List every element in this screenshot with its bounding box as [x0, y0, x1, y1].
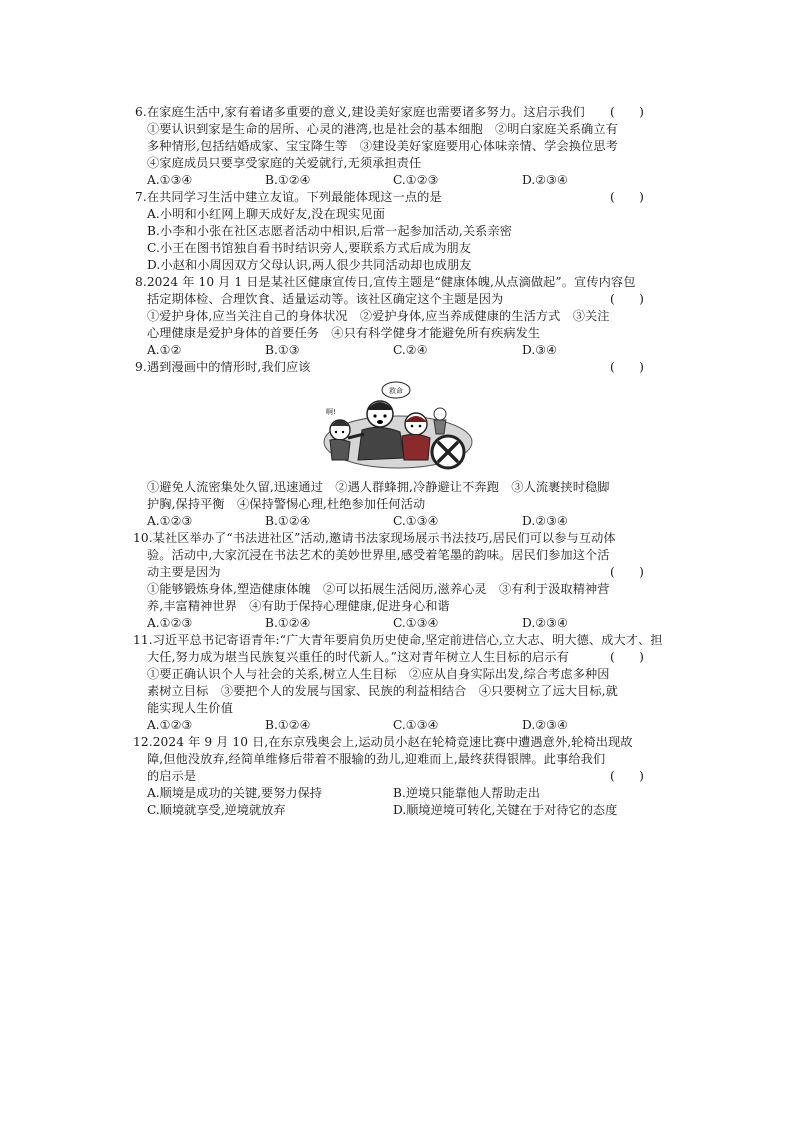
q8-option-a: A.①② — [147, 343, 182, 357]
q10-line: 动主要是因为 — [147, 565, 221, 579]
q11-line: ①要正确认识个人与社会的关系,树立人生目标 ②应从自身实际出发,综合考虑多种因 — [147, 667, 610, 681]
q10-option-c: C.①③④ — [393, 616, 439, 630]
q12-stem: 12.2024 年 9 月 10 日,在东京残奥会上,运动员小赵在轮椅竞速比赛中遭遇意外,轮椅出现故 — [133, 735, 633, 749]
q8-option-b: B.①③ — [265, 343, 300, 357]
q12-option-b: B.逆境只能靠他人帮助走出 — [393, 786, 540, 800]
q12-option-d: D.顺境逆境可转化,关键在于对待它的态度 — [393, 803, 618, 817]
q12-answer-paren: ( ) — [610, 769, 644, 783]
q7-option-b: B.小李和小张在社区志愿者活动中相识,后常一起参加活动,关系亲密 — [147, 224, 513, 238]
q8-stem: 8.2024 年 10 月 1 日是某社区健康宣传日,宣传主题是“健康体魄,从点滴做起”。宣传内容包 — [135, 275, 636, 289]
q9-answer-paren: ( ) — [610, 360, 644, 374]
q10-line: 养,丰富精神世界 ④有助于保持心理健康,促进身心和谐 — [147, 599, 450, 613]
left-child-body — [330, 439, 350, 460]
crowd-stampede-cartoon — [318, 380, 478, 476]
q11-option-a: A.①②③ — [147, 718, 193, 732]
q10-stem: 10.某社区举办了“书法进社区”活动,邀请书法家现场展示书法技巧,居民们可以参与互动体 — [133, 531, 616, 545]
svg-text:啊!: 啊! — [326, 408, 336, 416]
q10-line: 验。活动中,大家沉浸在书法艺术的美妙世界里,感受着笔墨的韵味。居民们参加这个活 — [147, 548, 610, 562]
q11-answer-paren: ( ) — [610, 650, 644, 664]
q11-line: 素树立目标 ③要把个人的发展与国家、民族的利益相结合 ④只要树立了远大目标,就 — [147, 684, 618, 698]
q6-line: 多种情形,包括结婚成家、宝宝降生等 ③建设美好家庭要用心体味亲情、学会换位思考 — [147, 139, 618, 153]
q7-stem: 7.在共同学习生活中建立友谊。下列最能体现这一点的是 — [135, 190, 442, 204]
q9-line: ①避免人流密集处久留,迅速通过 ②遇人群蜂拥,冷静避让不奔跑 ③人流裹挟时稳脚 — [147, 480, 610, 494]
q6-option-d: D.②③④ — [522, 173, 568, 187]
q6-stem: 6.在家庭生活中,家有着诸多重要的意义,建设美好家庭也需要诸多努力。这启示我们 — [135, 105, 585, 119]
q8-answer-paren: ( ) — [610, 292, 644, 306]
q9-option-b: B.①②④ — [265, 514, 311, 528]
q9-option-c: C.①③④ — [393, 514, 439, 528]
q10-line: ①能够锻炼身体,塑造健康体魄 ②可以拓展生活阅历,滋养心灵 ③有利于汲取精神营 — [147, 582, 610, 596]
right-child-body — [402, 434, 430, 460]
q7-option-a: A.小明和小红网上聊天成好友,没在现实见面 — [147, 207, 386, 221]
q11-line: 大任,努力成为堪当民族复兴重任的时代新人。”这对青年树立人生目标的启示有 — [147, 650, 569, 664]
q11-option-b: B.①②④ — [265, 718, 311, 732]
q8-option-c: C.②④ — [393, 343, 428, 357]
middle-child-body — [358, 427, 404, 460]
q7-answer-paren: ( ) — [610, 190, 644, 204]
q6-option-a: A.①③④ — [147, 173, 193, 187]
q12-option-c: C.顺境就享受,逆境就放弃 — [147, 803, 286, 817]
q10-option-d: D.②③④ — [522, 616, 568, 630]
q12-line: 障,但他没放弃,经简单维修后带着不服输的劲儿,迎难而上,最终获得银牌。此事给我们 — [147, 752, 606, 766]
q9-option-a: A.①②③ — [147, 514, 193, 528]
q9-option-d: D.②③④ — [522, 514, 568, 528]
q8-line: 心理健康是爱护身体的首要任务 ④只有科学健身才能避免所有疾病发生 — [147, 326, 541, 340]
q6-option-b: B.①②④ — [265, 173, 311, 187]
q6-option-c: C.①②③ — [393, 173, 439, 187]
q11-option-c: C.①③④ — [393, 718, 439, 732]
q8-line: ①爱护身体,应当关注自己的身体状况 ②爱护身体,应当养成健康的生活方式 ③关注 — [147, 309, 610, 323]
q10-answer-paren: ( ) — [610, 565, 644, 579]
q6-line: ④家庭成员只要享受家庭的关爱就行,无须承担责任 — [147, 156, 422, 170]
q8-line: 括定期体检、合理饮食、适量运动等。该社区确定这个主题是因为 — [147, 292, 504, 306]
q6-answer-paren: ( ) — [610, 105, 644, 119]
q12-line: 的启示是 — [147, 769, 197, 783]
q6-line: ①要认识到家是生命的居所、心灵的港湾,也是社会的基本细胞 ②明白家庭关系确立有 — [147, 122, 618, 136]
q12-option-a: A.顺境是成功的关键,要努力保持 — [147, 786, 322, 800]
q7-option-c: C.小王在图书馆独自看书时结识旁人,要联系方式后成为朋友 — [147, 241, 472, 255]
svg-text:救命: 救命 — [389, 387, 403, 395]
q8-option-d: D.③④ — [522, 343, 558, 357]
q11-line: 能实现人生价值 — [147, 701, 234, 715]
q9-line: 护胸,保持平衡 ④保持警惕心理,杜绝参加任何活动 — [147, 497, 426, 511]
q7-option-d: D.小赵和小周因双方父母认识,两人很少共同活动却也成朋友 — [147, 258, 472, 272]
q10-option-a: A.①②③ — [147, 616, 193, 630]
q10-option-b: B.①②④ — [265, 616, 311, 630]
q11-stem: 11.习近平总书记寄语青年:“广大青年要肩负历史使命,坚定前进信心,立大志、明大德、成大才、担 — [133, 633, 663, 647]
q11-option-d: D.②③④ — [522, 718, 568, 732]
q9-stem: 9.遇到漫画中的情形时,我们应该 — [135, 360, 311, 374]
